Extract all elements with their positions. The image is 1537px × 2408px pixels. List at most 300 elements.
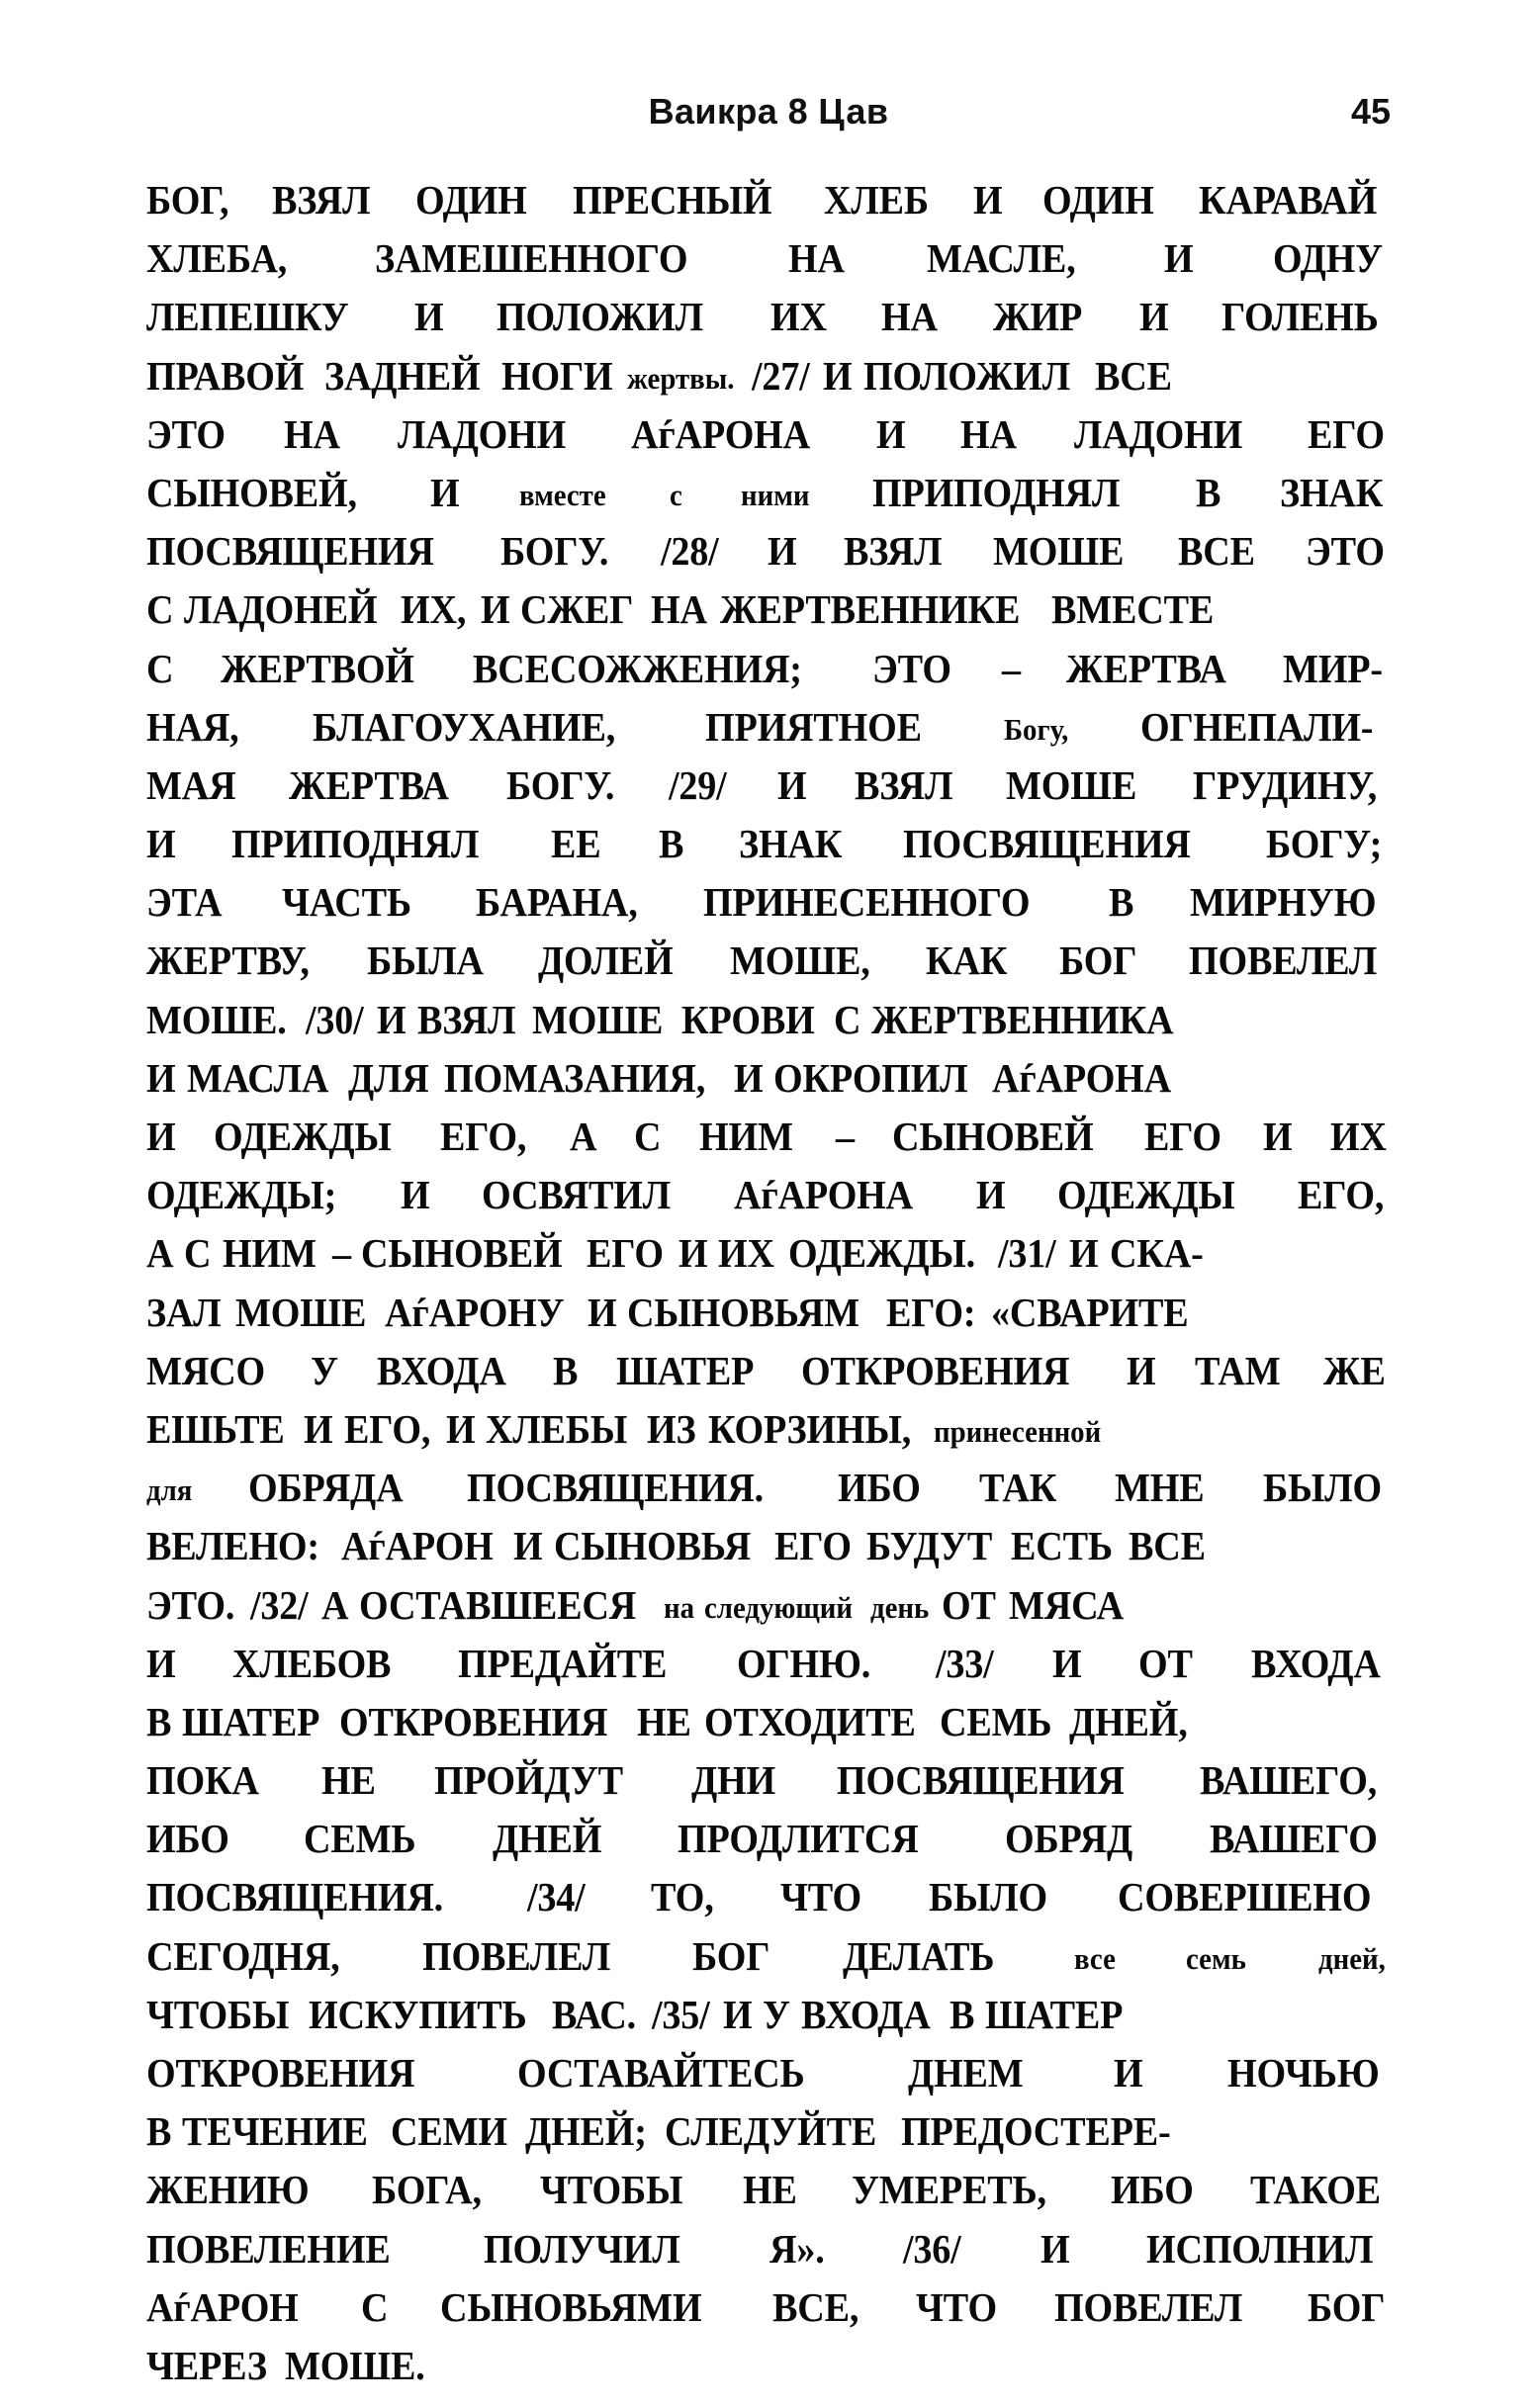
scripture-word: ДНЕЙ xyxy=(492,1816,601,1862)
scripture-word: И xyxy=(304,1405,333,1452)
scripture-word: ЧТО xyxy=(916,2283,998,2330)
scripture-word: СКА- xyxy=(1109,1230,1204,1277)
scripture-word: НЕ xyxy=(743,2167,798,2213)
scripture-word: ПРЕДАЙТЕ xyxy=(457,1640,667,1686)
scripture-word: НАЯ, xyxy=(146,703,239,750)
scripture-word: БОГ, xyxy=(146,177,229,223)
scripture-word: БАРАНА, xyxy=(475,879,638,926)
scripture-word: /30/ xyxy=(306,996,364,1042)
scripture-word: БЫЛА xyxy=(367,937,485,984)
scripture-word: И xyxy=(767,528,797,575)
scripture-word: ОБРЯДА xyxy=(247,1465,404,1511)
scripture-word: АѓАРОНУ xyxy=(385,1289,565,1335)
text-line xyxy=(146,2167,1391,2228)
scripture-word: СЫНОВЕЙ, xyxy=(146,469,357,515)
scripture-word: ТАМ xyxy=(1195,1347,1281,1393)
scripture-word: ПРОЙДУТ xyxy=(434,1757,624,1804)
scripture-word: ЗАЛ xyxy=(146,1289,222,1335)
scripture-word: ЕШЬТЕ xyxy=(146,1405,285,1452)
scripture-word: ЗАМЕШЕННОГО xyxy=(374,235,688,282)
scripture-word: УМЕРЕТЬ, xyxy=(851,2167,1046,2213)
scripture-word: ЖЕРТВЕННИКА xyxy=(871,996,1174,1042)
scripture-word: ПРИПОДНЯЛ xyxy=(871,469,1120,515)
scripture-word: ОСВЯТИЛ xyxy=(481,1172,671,1218)
scripture-word: ВМЕСТЕ xyxy=(1051,586,1215,633)
scripture-word: ОДЕЖДЫ xyxy=(213,1114,392,1159)
scripture-word: МОШЕ xyxy=(1006,761,1137,808)
scripture-word: /32/ xyxy=(249,1581,309,1628)
scripture-word: ЖИР xyxy=(992,294,1082,340)
scripture-word: В xyxy=(949,1991,975,2037)
scripture-word: БОГА, xyxy=(371,2167,482,2213)
scripture-word: НОГИ xyxy=(500,352,613,399)
text-line xyxy=(146,410,1391,473)
scripture-word: И xyxy=(1139,294,1169,340)
scripture-word: ДНЕЙ, xyxy=(1069,1698,1188,1744)
scripture-word: С xyxy=(184,1230,212,1277)
scripture-word: В xyxy=(553,1347,579,1393)
scripture-word: МИР- xyxy=(1283,645,1384,691)
text-line xyxy=(146,1874,1391,1935)
text-line xyxy=(146,1172,1391,1233)
scripture-word: ЖЕ xyxy=(1323,1347,1387,1393)
scripture-word: ЭТО xyxy=(146,410,226,457)
scripture-word: ИХ xyxy=(718,1230,775,1277)
scripture-word: ЖЕРТВА xyxy=(288,761,449,808)
scripture-word: «СВАРИТЕ xyxy=(991,1289,1189,1335)
scripture-word: ВСЕ, xyxy=(772,2283,859,2330)
scripture-word: МОШЕ xyxy=(531,996,663,1042)
interpolated-word: ними xyxy=(740,477,810,512)
scripture-word: ХЛЕБЫ xyxy=(486,1405,628,1452)
scripture-word: КАРАВАЙ xyxy=(1199,177,1378,223)
scripture-word: МИРНУЮ xyxy=(1190,879,1377,926)
scripture-word: ЕЕ xyxy=(551,821,601,867)
scripture-word: ИХ, xyxy=(401,586,467,633)
scripture-word: ЕГО: xyxy=(885,1289,976,1335)
scripture-word: АѓАРОН xyxy=(146,2283,299,2330)
scripture-word: ЧАСТЬ xyxy=(281,879,411,926)
scripture-word: ВХОДА xyxy=(377,1347,507,1393)
scripture-word: ЛАДОНЕЙ xyxy=(184,586,378,633)
scripture-word: ПОСВЯЩЕНИЯ. xyxy=(146,1874,444,1920)
scripture-word: У xyxy=(763,1991,791,2037)
scripture-word: ВЗЯЛ xyxy=(843,528,942,575)
interpolated-word: следующий xyxy=(703,1589,853,1625)
scripture-word: И xyxy=(678,1230,708,1277)
scripture-word: /27/ xyxy=(752,352,810,399)
scripture-word: /28/ xyxy=(660,528,719,575)
scripture-word: ИБО xyxy=(146,1816,229,1862)
scripture-word: ИХ xyxy=(769,294,827,340)
scripture-word: С xyxy=(634,1114,662,1159)
scripture-word: ВХОДА xyxy=(801,1991,932,2037)
scripture-word: СЫНОВЬЯМ xyxy=(627,1289,860,1335)
scripture-word: А xyxy=(146,1230,174,1277)
scripture-word: ПОЛОЖИЛ xyxy=(862,352,1070,399)
scripture-word: ПОКА xyxy=(146,1757,259,1804)
scripture-word: ПОЛОЖИЛ xyxy=(497,294,704,340)
scripture-word: В xyxy=(1195,469,1221,515)
scripture-word: НОЧЬЮ xyxy=(1226,2050,1380,2096)
scripture-word: С xyxy=(146,586,174,633)
interpolated-word: вместе xyxy=(518,477,606,512)
scripture-word: ЖЕРТВОЙ xyxy=(220,645,414,691)
text-line xyxy=(146,1581,1391,1644)
scripture-word: ВСЕ xyxy=(1178,528,1256,575)
scripture-word: ТАК xyxy=(978,1465,1057,1511)
text-line xyxy=(146,1230,1391,1292)
text-line xyxy=(146,1698,1391,1760)
scripture-word: МОШЕ xyxy=(993,528,1125,575)
scripture-word: /33/ xyxy=(935,1640,994,1686)
scripture-word: ВСЕ xyxy=(1094,352,1172,399)
scripture-word: МЯСА xyxy=(1009,1581,1125,1628)
scripture-word: ЗНАК xyxy=(1279,469,1384,515)
text-line xyxy=(146,586,1391,648)
scripture-word: В xyxy=(146,2108,172,2155)
scripture-word: ШАТЕР xyxy=(182,1698,320,1744)
scripture-word: ПОВЕЛЕНИЕ xyxy=(146,2225,391,2272)
scripture-word: ПОСВЯЩЕНИЯ xyxy=(836,1757,1125,1804)
scripture-word: И xyxy=(975,1172,1006,1218)
text-line xyxy=(146,996,1391,1058)
scripture-word: ЕГО xyxy=(1308,410,1386,457)
scripture-word: ОТКРОВЕНИЯ xyxy=(338,1698,608,1744)
scripture-word: ГОЛЕНЬ xyxy=(1221,294,1379,340)
scripture-word: ИБО xyxy=(838,1465,921,1511)
text-line xyxy=(146,177,1391,238)
text-line xyxy=(146,645,1391,707)
text-line xyxy=(146,1289,1391,1351)
scripture-word: МНЕ xyxy=(1114,1465,1205,1511)
scripture-word: НИМ xyxy=(222,1230,316,1277)
interpolated-word: принесенной xyxy=(933,1413,1101,1449)
scripture-word: /29/ xyxy=(669,761,727,808)
scripture-word: ВАШЕГО xyxy=(1210,1816,1379,1862)
scripture-word: ТАКОЕ xyxy=(1250,2167,1382,2213)
scripture-word: НИМ xyxy=(698,1114,793,1159)
scripture-word: /31/ xyxy=(997,1230,1056,1277)
scripture-word: ПОСВЯЩЕНИЯ xyxy=(146,528,434,575)
scripture-word: Я». xyxy=(769,2225,825,2272)
scripture-word: ОДНУ xyxy=(1272,235,1383,282)
scripture-word: ДНЕМ xyxy=(907,2050,1024,2096)
scripture-word: БОГ xyxy=(1307,2283,1386,2330)
scripture-word: ЛЕПЕШКУ xyxy=(146,294,349,340)
scripture-word: АѓАРОНА xyxy=(991,1054,1171,1101)
scripture-word: ЭТО. xyxy=(146,1581,235,1628)
scripture-word: И xyxy=(973,177,1003,223)
scripture-word: ГРУДИНУ, xyxy=(1192,761,1377,808)
scripture-word: МЯСО xyxy=(146,1347,265,1393)
scripture-word: ШАТЕР xyxy=(985,1991,1124,2037)
scripture-word: И xyxy=(733,1054,764,1101)
body-text-block xyxy=(146,177,1391,2404)
scripture-word: ОГНЕПАЛИ- xyxy=(1139,703,1374,750)
text-line xyxy=(146,1640,1391,1702)
scripture-word: ЧЕРЕЗ xyxy=(146,2342,267,2388)
scripture-word: И xyxy=(429,469,460,515)
scripture-word: И xyxy=(513,1523,543,1569)
text-line xyxy=(146,2050,1391,2111)
scripture-word: ОТКРОВЕНИЯ xyxy=(801,1347,1070,1393)
scripture-word: ОТ xyxy=(942,1581,997,1628)
scripture-word: СЕМЬ xyxy=(940,1698,1052,1744)
scripture-word: И xyxy=(146,1640,176,1686)
scripture-word: ЭТО xyxy=(1306,528,1385,575)
scripture-word: ЖЕНИЮ xyxy=(146,2167,310,2213)
scripture-word: НЕ xyxy=(636,1698,691,1744)
scripture-word: – xyxy=(331,1230,351,1277)
scripture-word: И xyxy=(587,1289,617,1335)
scripture-word: ДОЛЕЙ xyxy=(538,937,675,984)
scripture-word: НА xyxy=(960,410,1018,457)
text-line xyxy=(146,761,1391,824)
page-number: 45 xyxy=(1350,91,1391,132)
scripture-word: КОРЗИНЫ, xyxy=(708,1405,912,1452)
scripture-word: И xyxy=(1114,2050,1143,2096)
scripture-word: НА xyxy=(651,586,707,633)
scripture-word: МОШЕ xyxy=(235,1289,367,1335)
scripture-word: СЫНОВЬЯМИ xyxy=(440,2283,702,2330)
scripture-word: БОГУ; xyxy=(1265,821,1383,867)
text-line xyxy=(146,879,1391,940)
text-line xyxy=(146,821,1391,882)
scripture-word: /36/ xyxy=(903,2225,961,2272)
interpolated-word: на xyxy=(664,1589,695,1625)
scripture-word: ЗАДНЕЙ xyxy=(324,352,481,399)
scripture-word: ИЗ xyxy=(647,1405,696,1452)
scripture-word: ВЗЯЛ xyxy=(272,177,371,223)
scripture-word: СЫНОВЬЯ xyxy=(554,1523,752,1569)
scripture-word: И xyxy=(776,761,807,808)
scripture-word: ОДЕЖДЫ; xyxy=(146,1172,337,1218)
scripture-word: ОСТАВАЙТЕСЬ xyxy=(516,2050,805,2096)
scripture-word: ЛАДОНИ xyxy=(397,410,566,457)
scripture-word: ОДЕЖДЫ xyxy=(1056,1172,1235,1218)
scripture-word: ДНИ xyxy=(691,1757,776,1804)
text-line xyxy=(146,703,1391,765)
scripture-word: МОШЕ, xyxy=(729,937,870,984)
text-line xyxy=(146,469,1391,531)
scripture-word: И xyxy=(445,1405,476,1452)
scripture-word: ПОВЕЛЕЛ xyxy=(1053,2283,1243,2330)
scripture-word: ИБО xyxy=(1111,2167,1195,2213)
scripture-word: ПРИЯТНОЕ xyxy=(704,703,922,750)
scripture-word: А xyxy=(320,1581,349,1628)
scripture-word: СЕГОДНЯ, xyxy=(146,1932,340,1979)
scripture-word: ОСТАВШЕЕСЯ xyxy=(359,1581,637,1628)
scripture-word: И xyxy=(146,1114,176,1159)
scripture-word: МОШЕ. xyxy=(285,2342,425,2388)
interpolated-word: для xyxy=(146,1472,193,1508)
scripture-word: МАЯ xyxy=(146,761,236,808)
text-line xyxy=(146,1816,1391,1877)
scripture-word: ОКРОПИЛ xyxy=(773,1054,968,1101)
scripture-word: ДЕЛАТЬ xyxy=(843,1932,995,1979)
scripture-word: ИСПОЛНИЛ xyxy=(1146,2225,1374,2272)
scripture-word: И xyxy=(414,294,444,340)
scripture-word: КАК xyxy=(926,937,1008,984)
scripture-word: СЕМЬ xyxy=(303,1816,416,1862)
scripture-word: ЭТА xyxy=(146,879,223,926)
scripture-word: ПРИНЕСЕННОГО xyxy=(703,879,1031,926)
scripture-word: СЕМИ xyxy=(391,2108,507,2155)
scripture-word: ИСКУПИТЬ xyxy=(309,1991,527,2037)
scripture-word: С xyxy=(146,645,174,691)
scripture-word: И xyxy=(146,1054,176,1101)
scripture-word: С xyxy=(833,996,861,1042)
scripture-word: СЫНОВЕЙ xyxy=(891,1114,1094,1159)
scripture-word: ЕГО xyxy=(586,1230,664,1277)
scripture-word: ПОЛУЧИЛ xyxy=(483,2225,680,2272)
scripture-word: ЧТОБЫ xyxy=(539,2167,682,2213)
text-line xyxy=(146,1465,1391,1526)
text-line xyxy=(146,528,1391,589)
scripture-word: СЛЕДУЙТЕ xyxy=(664,2108,876,2155)
scripture-word: ЭТО xyxy=(871,645,951,691)
text-line xyxy=(146,937,1391,999)
scripture-word: ХЛЕБОВ xyxy=(232,1640,392,1686)
scripture-word: ИХ xyxy=(1329,1114,1387,1159)
scripture-word: ПРИПОДНЯЛ xyxy=(230,821,480,867)
scripture-word: ШАТЕР xyxy=(616,1347,755,1393)
text-line xyxy=(146,1523,1391,1584)
scripture-word: АѓАРОНА xyxy=(734,1172,914,1218)
scripture-word: И xyxy=(480,586,510,633)
scripture-word: ЛАДОНИ xyxy=(1073,410,1242,457)
scripture-word: И xyxy=(1262,1114,1293,1159)
running-head-title: Ваикра 8 Цав xyxy=(648,91,889,132)
scripture-word: ЕСТЬ xyxy=(1010,1523,1113,1569)
scripture-word: ВЕЛЕНО: xyxy=(146,1523,319,1569)
scripture-word: ЧТОБЫ xyxy=(146,1991,290,2037)
scripture-word: И xyxy=(1163,235,1194,282)
scripture-word: БОГ xyxy=(1058,937,1137,984)
scripture-word: В xyxy=(146,1698,172,1744)
scripture-word: ОБРЯД xyxy=(1004,1816,1132,1862)
scripture-word: ЕГО, xyxy=(343,1405,431,1452)
scripture-word: ОДИН xyxy=(414,177,527,223)
scripture-word: ВСЕСОЖЖЕНИЯ; xyxy=(473,645,803,691)
scripture-word: БОГУ. xyxy=(506,761,615,808)
interpolated-word: день xyxy=(869,1589,929,1625)
scripture-word: ПОВЕЛЕЛ xyxy=(1188,937,1377,984)
scripture-word: ТО, xyxy=(651,1874,714,1920)
scripture-word: МАСЛЕ, xyxy=(926,235,1076,282)
scripture-word: ПРАВОЙ xyxy=(146,352,305,399)
scripture-word: ВАС. xyxy=(552,1991,637,2037)
scripture-word: АѓАРОН xyxy=(341,1523,494,1569)
scripture-word: И xyxy=(876,410,906,457)
scripture-word: /34/ xyxy=(526,1874,586,1920)
scripture-word: ЕГО xyxy=(1143,1114,1221,1159)
scripture-word: И xyxy=(377,996,407,1042)
scripture-word: БЫЛО xyxy=(1262,1465,1382,1511)
text-line xyxy=(146,1054,1391,1116)
scripture-word: И xyxy=(1127,1347,1156,1393)
scripture-word: И xyxy=(1040,2225,1070,2272)
scripture-word: ДНЕЙ; xyxy=(524,2108,647,2155)
scripture-word: БУДУТ xyxy=(865,1523,993,1569)
text-line xyxy=(146,2225,1391,2287)
scripture-word: В xyxy=(658,821,683,867)
scripture-word: СОВЕРШЕНО xyxy=(1118,1874,1372,1920)
scripture-word: ОГНЮ. xyxy=(737,1640,871,1686)
scripture-word: ПОСВЯЩЕНИЯ. xyxy=(466,1465,764,1511)
text-line xyxy=(146,2108,1391,2170)
interpolated-word: семь xyxy=(1186,1940,1246,1976)
scripture-word: – xyxy=(836,1114,855,1159)
scripture-word: ПРЕСНЫЙ xyxy=(572,177,771,223)
scripture-word: ЖЕРТВЕННИКЕ xyxy=(720,586,1021,633)
scripture-word: – xyxy=(1001,645,1021,691)
scripture-word: ПОСВЯЩЕНИЯ xyxy=(903,821,1191,867)
scripture-word: НА xyxy=(788,235,846,282)
scripture-word: ВЗЯЛ xyxy=(854,761,953,808)
scripture-word: МОШЕ. xyxy=(146,996,287,1042)
interpolated-word: все xyxy=(1073,1940,1116,1976)
scripture-word: В xyxy=(1109,879,1134,926)
scripture-word: ХЛЕБА, xyxy=(146,235,288,282)
running-head xyxy=(146,91,1391,136)
scripture-word: ОТ xyxy=(1138,1640,1193,1686)
scripture-word: НА xyxy=(881,294,939,340)
scripture-word: БОГ xyxy=(691,1932,769,1979)
scripture-word: ПОВЕЛЕЛ xyxy=(421,1932,610,1979)
scripture-word: И xyxy=(1052,1640,1082,1686)
scripture-word: ВАШЕГО, xyxy=(1200,1757,1378,1804)
scripture-word: ОДИН xyxy=(1041,177,1154,223)
scripture-word: А xyxy=(569,1114,596,1159)
scripture-word: И xyxy=(823,352,853,399)
scripture-word: СЫНОВЕЙ xyxy=(361,1230,563,1277)
scripture-word: КРОВИ xyxy=(680,996,815,1042)
text-line xyxy=(146,1932,1391,1995)
scripture-word: ВХОДА xyxy=(1251,1640,1382,1686)
interpolated-word: с xyxy=(670,477,682,512)
scripture-word: АѓАРОНА xyxy=(631,410,811,457)
scripture-word: ПРЕДОСТЕРЕ- xyxy=(901,2108,1171,2155)
scripture-word: ОДЕЖДЫ. xyxy=(787,1230,975,1277)
scripture-word: ВЗЯЛ xyxy=(416,996,516,1042)
scripture-word: ОТХОДИТЕ xyxy=(703,1698,916,1744)
scripture-word: ЕГО, xyxy=(1298,1172,1385,1218)
scripture-word: БЫЛО xyxy=(929,1874,1048,1920)
scripture-word: И xyxy=(722,1991,753,2037)
interpolated-word: Богу, xyxy=(1004,711,1069,747)
text-line xyxy=(146,1757,1391,1819)
scripture-word: ТЕЧЕНИЕ xyxy=(182,2108,368,2155)
text-line xyxy=(146,235,1391,297)
scripture-word: СЖЕГ xyxy=(520,586,634,633)
scripture-word: ПОМАЗАНИЯ, xyxy=(443,1054,705,1101)
text-line xyxy=(146,1991,1391,2053)
text-line xyxy=(146,2283,1391,2346)
text-line xyxy=(146,294,1391,355)
text-line xyxy=(146,352,1391,414)
interpolated-word: жертвы. xyxy=(627,360,735,396)
scripture-word: С xyxy=(360,2283,388,2330)
scripture-word: ПРОДЛИТСЯ xyxy=(678,1816,919,1862)
scripture-word: И xyxy=(1068,1230,1099,1277)
scripture-word: БОГУ. xyxy=(499,528,608,575)
scripture-word: НА xyxy=(284,410,341,457)
scripture-word: ЖЕРТВУ, xyxy=(146,937,310,984)
scripture-word: ЖЕРТВА xyxy=(1066,645,1227,691)
scripture-word: ЕГО xyxy=(774,1523,853,1569)
